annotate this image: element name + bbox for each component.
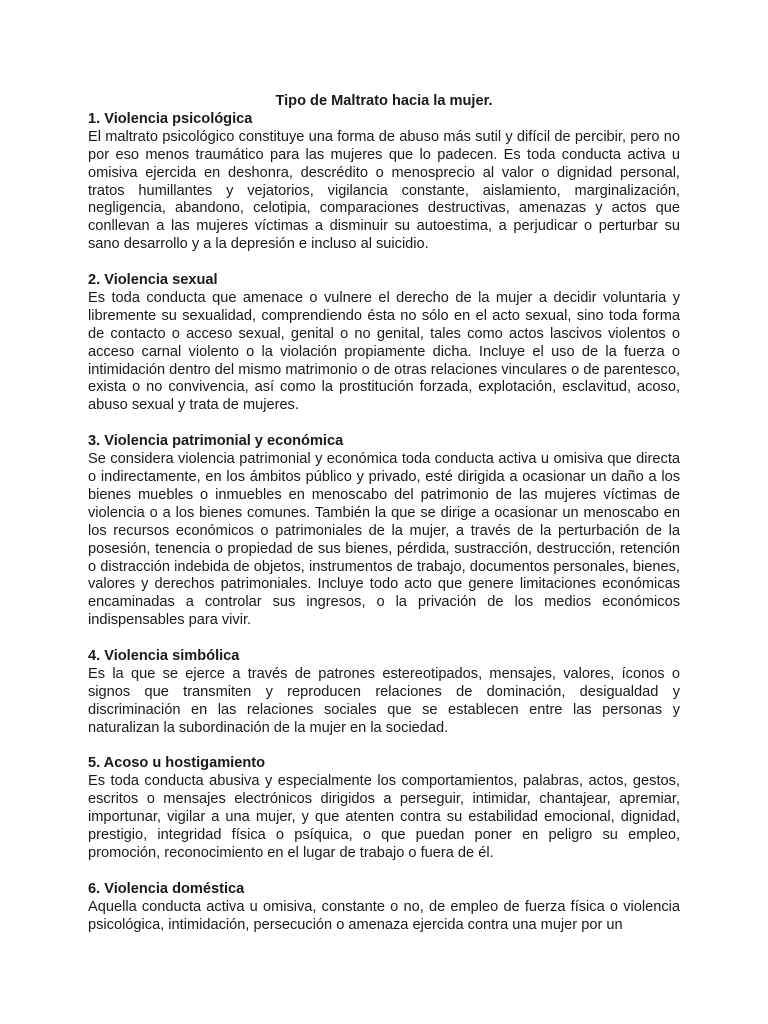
section-violencia-patrimonial [88, 433, 680, 630]
section-body: Es toda conducta que amenace o vulnere el derecho de la mujer a decidir voluntaria y libremente su sexualidad, comprendiendo ésta no sólo en el acto sexual, sino toda forma de contacto o acceso sexual, genital o no genital, tales como actos lascivos violentos o acceso carnal violento o la violación propiamente dicha. Incluye el uso de la fuerza o intimidación dentro del mismo matrimonio o de otras relaciones vinculares o de parentesco, exista o no convivencia, así como la prostitución forzada, explotación, esclavitud, acoso, abuso sexual y trata de mujeres. [88, 289, 680, 414]
section-violencia-domestica [88, 881, 680, 935]
section-violencia-psicologica [88, 111, 680, 254]
section-heading: 3. Violencia patrimonial y económica [88, 433, 344, 450]
section-heading: 5. Acoso u hostigamiento [88, 755, 266, 772]
section-body: El maltrato psicológico constituye una forma de abuso más sutil y difícil de percibir, pero no por eso menos traumático para las mujeres que lo padecen. Es toda conducta activa u omisiva ejercida en deshonra, descrédito o menosprecio al valor o dignidad personal, tratos humillantes y vejatorios, vigilancia constante, aislamiento, marginalización, negligencia, abandono, celotipia, comparaciones destructivas, amenazas y actos que conllevan a las mujeres víctimas a disminuir su autoestima, a perjudicar o perturbar su sano desarrollo y a la depresión e incluso al suicidio. [88, 128, 680, 253]
section-body: Se considera violencia patrimonial y económica toda conducta activa u omisiva que directa o indirectamente, en los ámbitos público y privado, esté dirigida a ocasionar un daño a los bienes muebles o inmuebles en menoscabo del patrimonio de las mujeres víctimas de violencia o a los bienes comunes. También la que se dirige a ocasionar un menoscabo en los recursos económicos o patrimoniales de la mujer, a través de la perturbación de la posesión, tenencia o propiedad de sus bienes, pérdida, sustracción, destrucción, retención o distracción indebida de objetos, instrumentos de trabajo, documentos personales, bienes, valores y derechos patrimoniales. Incluye todo acto que genere limitaciones económicas encaminadas a controlar sus ingresos, o la privación de los medios económicos indispensables para vivir. [88, 451, 680, 629]
section-heading: 4. Violencia simbólica [88, 648, 240, 665]
section-heading: 2. Violencia sexual [88, 272, 218, 289]
section-heading: 6. Violencia doméstica [88, 880, 245, 897]
section-body: Aquella conducta activa u omisiva, constante o no, de empleo de fuerza física o violencia psicológica, intimidación, persecución o amenaza ejercida contra una mujer por un [88, 898, 680, 933]
document-page [88, 93, 680, 952]
section-body: Es toda conducta abusiva y especialmente los comportamientos, palabras, actos, gestos, escritos o mensajes electrónicos dirigidos a perseguir, intimidar, chantajear, apremiar, importunar, vigilar a una mujer, y que atenten contra su estabilidad emocional, dignidad, prestigio, integridad física o psíquica, o que puedan poner en peligro su empleo, promoción, reconocimiento en el lugar de trabajo o fuera de él. [88, 773, 680, 861]
section-acoso-hostigamiento [88, 755, 680, 862]
document-title: Tipo de Maltrato hacia la mujer. [275, 93, 493, 109]
section-violencia-simbolica [88, 648, 680, 738]
section-body: Es la que se ejerce a través de patrones estereotipados, mensajes, valores, íconos o signos que transmiten y reproducen relaciones de dominación, desigualdad y discriminación en las relaciones sociales que se establecen entre las personas y naturalizan la subordinación de la mujer en la sociedad. [88, 665, 680, 736]
section-violencia-sexual [88, 272, 680, 415]
section-heading: 1. Violencia psicológica [88, 110, 253, 127]
